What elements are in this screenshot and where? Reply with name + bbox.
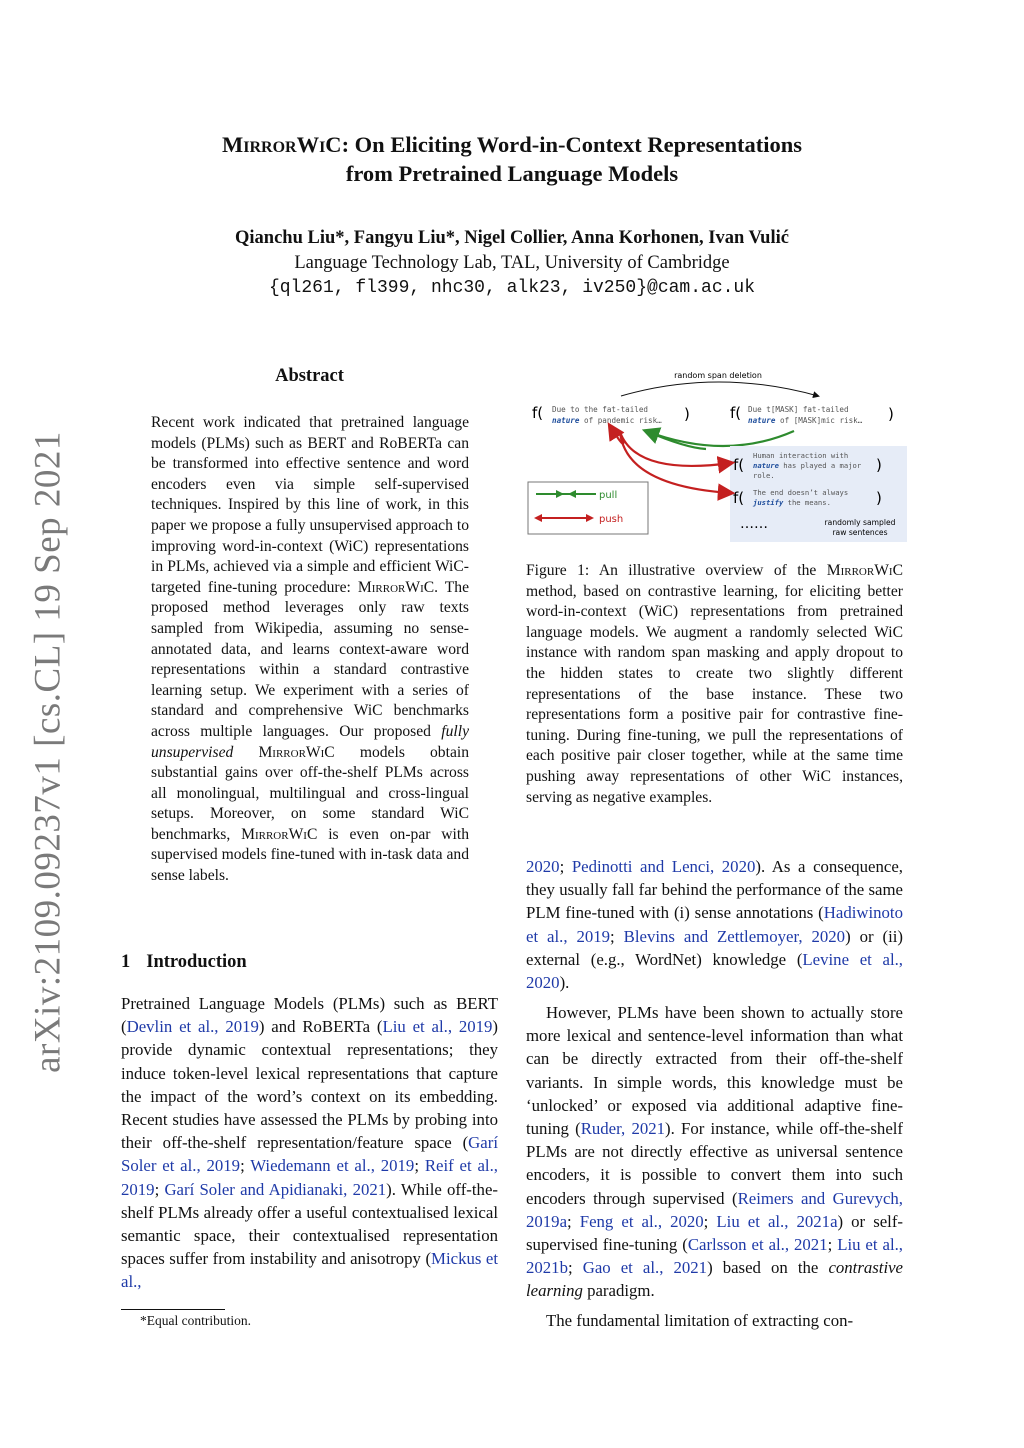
- target-word: justify: [753, 498, 784, 507]
- function-f-close: ): [876, 489, 882, 507]
- sentence-1-line-1: Due to the fat-tailed: [552, 405, 649, 414]
- citation-link[interactable]: Levine et al., 2020: [526, 949, 904, 993]
- citation-link[interactable]: Reif et al., 2019: [121, 1156, 498, 1199]
- title-line-1: [0, 130, 1024, 159]
- span-deletion-label: random span deletion: [674, 371, 762, 380]
- legend-pull-label: pull: [599, 490, 618, 501]
- body-text: ). For instance, while off-the-shelf PLMs are not directly effective as universal sentence encoders, it is possible to convert them into such encoders through supervised (: [526, 1119, 904, 1208]
- citation-link[interactable]: Hadiwinoto et al., 2019: [526, 903, 903, 946]
- function-f-close: ): [888, 405, 894, 423]
- citation-link[interactable]: Blevins and Zettlemoyer, 2020: [623, 926, 846, 946]
- author-block: [0, 226, 1024, 301]
- citation-link[interactable]: Wiedemann et al., 2019: [250, 1156, 415, 1176]
- arxiv-sidebar: [0, 0, 80, 1448]
- title-line-1-text: : On Eliciting Word-in-Context Representations: [341, 132, 802, 157]
- body-text: ;: [703, 1211, 717, 1231]
- section-number: 1: [121, 952, 131, 972]
- citation-link[interactable]: Garí Soler et al., 2019: [121, 1133, 498, 1176]
- sentence-3-rest: has played a major: [783, 461, 862, 470]
- abstract-body: [151, 413, 469, 887]
- function-f-open: f(: [733, 456, 745, 474]
- citation-link[interactable]: Liu et al., 2021b: [526, 1235, 903, 1278]
- abstract-emphasis: fully unsupervised: [151, 722, 469, 761]
- citation-link[interactable]: Carlsson et al., 2021: [687, 1235, 828, 1255]
- body-text: ;: [154, 1179, 165, 1199]
- body-text: ) provide dynamic contextual representations; they induce token-level lexical representations that capture the impact of the word’s context on its embedding. Recent studies have assessed the PLMs by probing into their off-the-shelf representation/feature space (: [121, 1017, 498, 1153]
- body-text: ). While off-the-shelf PLMs already offer a useful contextualised lexical semantic space, their contextualised representation spaces suffer from instability and anisotropy (: [121, 1179, 498, 1269]
- body-text: paradigm.: [582, 1281, 655, 1301]
- sentence-1-line-2: [552, 416, 662, 425]
- sentence-2-line-1: Due t[MASK] fat-tailed: [748, 405, 849, 414]
- citation-link[interactable]: Liu et al., 2019: [382, 1017, 493, 1037]
- sentence-4-line-1: The end doesn’t always: [753, 488, 849, 497]
- author-names: Qianchu Liu*, Fangyu Liu*, Nigel Collier, Anna Korhonen, Ivan Vulić: [235, 228, 789, 248]
- sentence-4-rest: the means.: [787, 498, 831, 507]
- target-word: nature: [748, 416, 776, 425]
- body-text: ) and RoBERTa (: [258, 1017, 383, 1037]
- affiliation: Language Technology Lab, TAL, University of Cambridge: [294, 253, 730, 273]
- body-text: ).: [559, 973, 570, 993]
- abstract-heading: Abstract: [275, 366, 344, 386]
- legend-push-label: push: [599, 514, 624, 525]
- function-f-close: ): [684, 405, 690, 423]
- method-name: MirrorWiC: [258, 743, 335, 761]
- body-emphasis: contrastive learning: [526, 1258, 904, 1301]
- target-word: nature: [552, 416, 580, 425]
- body-text: ) or self-supervised fine-tuning (: [526, 1211, 904, 1255]
- method-name: MirrorWiC: [357, 578, 435, 596]
- abstract-text: is even on-par with supervised models fine-tuned with in-task data and sense labels.: [151, 825, 469, 885]
- body-text: ). As a consequence, they usually fall far behind the performance of the same PLM fine-tuned with (i) sense annotations (: [526, 857, 903, 923]
- abstract-text: . The proposed method leverages only raw texts sampled from Wikipedia, assuming no sense-annotated data, and learns context-aware word representations within a standard contrastive learning setup. We experiment with a series of standard and comprehensive WiC benchmarks across multiple languages. Our proposed: [151, 578, 469, 740]
- body-text: ;: [559, 857, 572, 876]
- sentence-3-line-2: [753, 461, 862, 470]
- footnote-rule: [121, 1309, 225, 1310]
- citation-link[interactable]: 2020: [526, 857, 560, 876]
- sentence-4-line-2: [752, 498, 831, 507]
- method-name: MirrorWiC: [241, 825, 318, 843]
- section-title: Introduction: [146, 952, 247, 972]
- citation-link[interactable]: Garí Soler and Apidianaki, 2021: [164, 1179, 387, 1199]
- sentence-2-line-2: [748, 416, 863, 425]
- target-word: nature: [753, 461, 779, 470]
- citation-link[interactable]: Pedinotti and Lenci, 2020: [571, 857, 756, 876]
- body-text: ;: [567, 1258, 583, 1278]
- figure-1-caption: [526, 561, 903, 808]
- body-text: ) based on the: [707, 1258, 829, 1278]
- footnote: *Equal contribution.: [140, 1313, 251, 1328]
- title-line-2: from Pretrained Language Models: [345, 161, 679, 186]
- more-sentences-ellipsis: ……: [740, 516, 768, 532]
- method-name: MirrorWiC: [222, 132, 342, 157]
- citation-link[interactable]: Reimers and Gurevych, 2019a: [526, 1188, 904, 1231]
- sentence-3-line-3: role.: [753, 471, 775, 480]
- function-f-open: f(: [532, 404, 544, 422]
- citation-link[interactable]: Devlin et al., 2019: [126, 1017, 259, 1037]
- caption-text: method, based on contrastive learning, for eliciting better word-in-context (WiC) representations from pretrained language models. We augment a randomly selected WiC instance with random span masking and apply dropout to the hidden states to create two slightly different representations of the base instance. These two representations form a positive pair for contrastive fine-tuning. During fine-tuning, we pull the representations of each positive pair closer together, while at the same time pushing away representations of other WiC instances, serving as negative examples.: [526, 582, 903, 806]
- caption-text: Figure 1: An illustrative overview of the: [526, 562, 827, 579]
- sentence-1-rest: of pandemic risk…: [584, 416, 662, 425]
- push-arrow: [620, 432, 731, 466]
- span-deletion-arrow: [621, 382, 818, 396]
- intro-right-paragraph-3: The fundamental limitation of extracting con-: [546, 1311, 854, 1330]
- body-text: However, PLMs have been shown to actually store more lexical and sentence-level information than what can be directly extracted from their off-the-shelf variants. In simple words, this knowledge must be ‘unlocked’ or exposed via additional adaptive fine-tuning (: [526, 1003, 903, 1139]
- body-text: ;: [240, 1156, 251, 1176]
- legend-box: [528, 482, 648, 534]
- citation-link[interactable]: Liu et al., 2021a: [716, 1211, 838, 1231]
- function-f-close: ): [876, 456, 882, 474]
- body-text: ;: [610, 926, 624, 946]
- intro-right-paragraph-2: [526, 1001, 903, 1303]
- body-text: ;: [827, 1235, 838, 1255]
- author-emails: {ql261, fl399, nhc30, alk23, iv250}@cam.ac.uk: [268, 278, 756, 298]
- citation-link[interactable]: Ruder, 2021: [580, 1119, 666, 1139]
- abstract-text: models obtain substantial gains over off-the-shelf PLMs across all monolingual, multilingual and cross-lingual setups. Moreover, on some standard WiC benchmarks,: [151, 743, 469, 843]
- sampled-label-line-1: randomly sampled: [824, 518, 896, 527]
- sentence-3-line-1: Human interaction with: [753, 451, 849, 460]
- body-text: Pretrained Language Models (PLMs) such as BERT (: [121, 994, 498, 1037]
- citation-link[interactable]: Gao et al., 2021: [582, 1258, 708, 1278]
- push-arrow-head: [610, 426, 623, 444]
- method-name: MirrorWiC: [826, 562, 903, 579]
- citation-link[interactable]: Feng et al., 2020: [579, 1211, 704, 1231]
- citation-link[interactable]: Mickus et al.,: [121, 1249, 498, 1292]
- body-text: ;: [567, 1211, 580, 1231]
- section-heading-introduction: [121, 952, 247, 973]
- sampled-label-line-2: raw sentences: [832, 528, 888, 537]
- paper-title: [0, 130, 1024, 188]
- intro-left-paragraph: [121, 992, 498, 1294]
- sentence-2-rest: of [MASK]mic risk…: [780, 416, 863, 425]
- function-f-open: f(: [733, 489, 745, 507]
- abstract-text: Recent work indicated that pretrained language models (PLMs) such as BERT and RoBERTa can be transformed into effective sentence and word encoders even via simple self-supervised techniques. Inspired by this line of work, in this paper we propose a fully unsupervised approach to improving word-in-context (WiC) representations in PLMs, achieved via a simple and efficient WiC-targeted fine-tuning procedure:: [151, 414, 469, 596]
- figure-1-diagram: [526, 366, 911, 546]
- body-text: ) or (ii) external (e.g., WordNet) knowledge (: [526, 926, 903, 969]
- body-text: ;: [414, 1156, 425, 1176]
- intro-right-paragraph-1: [526, 855, 903, 994]
- function-f-open: f(: [730, 404, 742, 422]
- pull-arrow: [646, 431, 794, 446]
- arxiv-identifier: arXiv:2109.09237v1 [cs.CL] 19 Sep 2021: [27, 431, 69, 1073]
